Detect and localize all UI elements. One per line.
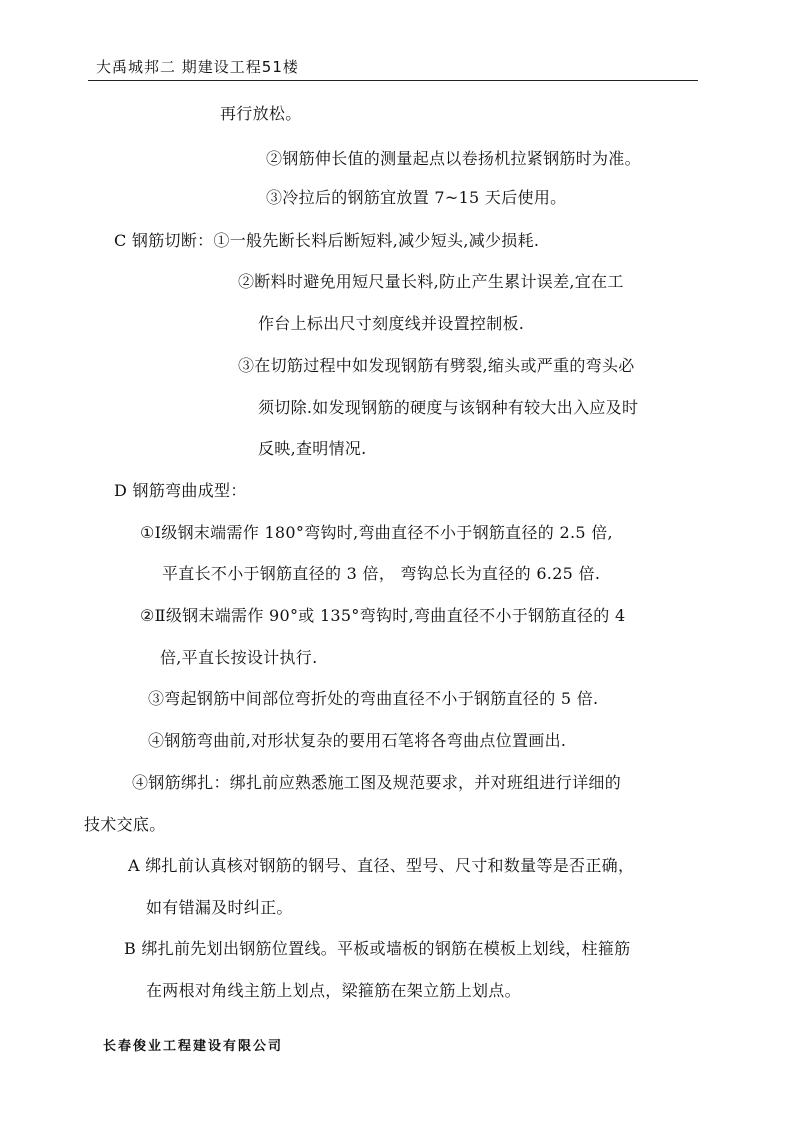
text-line-6: 作台上标出尺寸刻度线并设置控制板. xyxy=(258,314,525,333)
text-line-22: 在两根对角线主筋上划点，梁箍筋在架立筋上划点。 xyxy=(146,981,521,1000)
text-line-4: C 钢筋切断：①一般先断长料后断短料,减少短头,减少损耗. xyxy=(114,231,540,250)
text-line-7: ③在切筋过程中如发现钢筋有劈裂,缩头或严重的弯头必 xyxy=(238,356,635,375)
page-footer-company: 长春俊业工程建设有限公司 xyxy=(103,1039,284,1054)
text-line-14: 倍,平直长按设计执行. xyxy=(160,648,318,667)
text-line-21: B 绑扎前先划出钢筋位置线。平板或墙板的钢筋在模板上划线，柱箍筋 xyxy=(124,939,631,958)
text-line-12: 平直长不小于钢筋直径的 3 倍， 弯钩总长为直径的 6.25 倍. xyxy=(162,564,601,583)
text-line-19: A 绑扎前认真核对钢筋的钢号、直径、型号、尺寸和数量等是否正确， xyxy=(128,856,635,875)
text-line-17: ④钢筋绑扎：绑扎前应熟悉施工图及规范要求，并对班组进行详细的 xyxy=(132,773,622,792)
text-line-11: ①Ⅰ级钢末端需作 180°弯钩时,弯曲直径不小于钢筋直径的 2.5 倍, xyxy=(140,523,613,542)
page-header-title: 大禹城邦二 期建设工程51楼 xyxy=(96,58,299,76)
text-line-18: 技术交底。 xyxy=(84,815,166,834)
text-line-20: 如有错漏及时纠正。 xyxy=(146,898,293,917)
text-line-10: D 钢筋弯曲成型： xyxy=(114,481,247,500)
text-line-13: ②Ⅱ级钢末端需作 90°或 135°弯钩时,弯曲直径不小于钢筋直径的 4 xyxy=(140,606,626,625)
text-line-16: ④钢筋弯曲前,对形状复杂的要用石笔将各弯曲点位置画出. xyxy=(148,731,567,750)
text-line-5: ②断料时避免用短尺量长料,防止产生累计误差,宜在工 xyxy=(238,272,624,291)
text-line-15: ③弯起钢筋中间部位弯折处的弯曲直径不小于钢筋直径的 5 倍. xyxy=(148,689,599,708)
text-line-8: 须切除.如发现钢筋的硬度与该钢种有较大出入应及时 xyxy=(258,398,639,417)
header-divider xyxy=(88,80,698,81)
text-line-3: ③冷拉后的钢筋宜放置 7~15 天后使用。 xyxy=(266,188,567,207)
text-line-2: ②钢筋伸长值的测量起点以卷扬机拉紧钢筋时为准。 xyxy=(266,149,641,168)
text-line-9: 反映,查明情况. xyxy=(258,439,367,458)
text-line-1: 再行放松。 xyxy=(220,104,302,123)
